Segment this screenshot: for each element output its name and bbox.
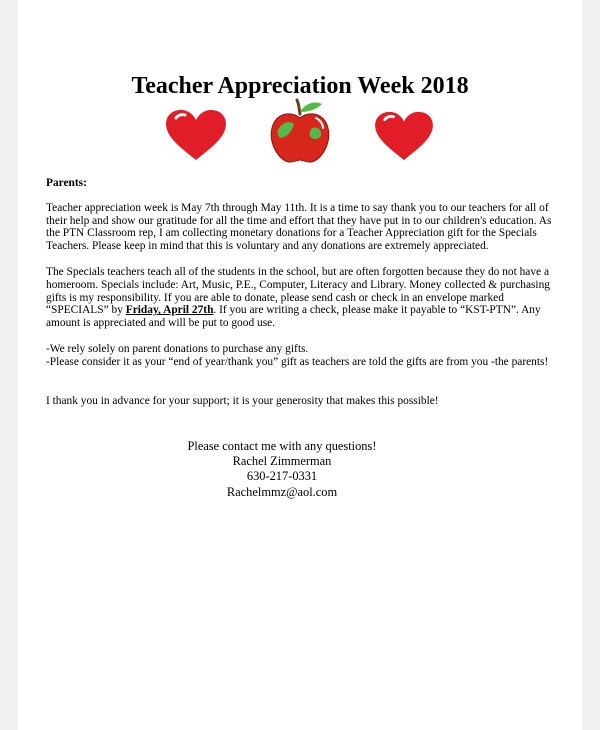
paragraph-intro: Teacher appreciation week is May 7th through May 11th. It is a time to say thank you to our teachers for all of their help and show our gratitude for all the time and effort that they have put in to our children's education. As the PTN Classroom rep, I am collecting monetary donations for a Teacher Appreciation gift for the Specials Teachers. Please keep in mind that this is voluntary and any donations are extremely appreciated. (46, 201, 552, 253)
contact-email: Rachelmmz@aol.com (226, 484, 338, 499)
salutation: Parents: (46, 177, 87, 189)
apple-icon (266, 98, 334, 164)
contact-block (0, 439, 564, 500)
decoration-row (0, 98, 600, 168)
document-title: Teacher Appreciation Week 2018 (131, 73, 469, 99)
deadline-date: Friday, April 27th (125, 304, 214, 317)
closing-line: I thank you in advance for your support; it is your generosity that makes this possible! (46, 394, 439, 407)
contact-prompt: Please contact me with any questions! (187, 439, 377, 453)
note-gift: -Please consider it as your “end of year/thank you” gift as teachers are told the gifts are from you -the parents! (46, 355, 549, 368)
heart-icon (373, 110, 435, 162)
paragraph-specials-text: The Specials teachers teach all of the students in the school, but are often forgotten because they do not have a homeroom. Specials include: Art, Music, P.E., Computer, Literacy and Library. Money collected & purchasing gifts is my responsibility. If you are able to donate, please send cash or check in an envelope marked “SPECIALS” by (46, 265, 550, 317)
note-donations: -We rely solely on parent donations to purchase any gifts. (46, 342, 309, 355)
heart-icon (164, 108, 228, 162)
paragraph-specials (46, 266, 558, 330)
paragraph-specials-text-end: . If you are writing a check, please make it payable to “KST-PTN”. Any amount is appreciated and will be put to good use. (46, 304, 541, 330)
contact-phone: 630-217-0331 (246, 469, 318, 484)
letter-body (46, 177, 558, 407)
contact-name: Rachel Zimmerman (232, 454, 332, 469)
